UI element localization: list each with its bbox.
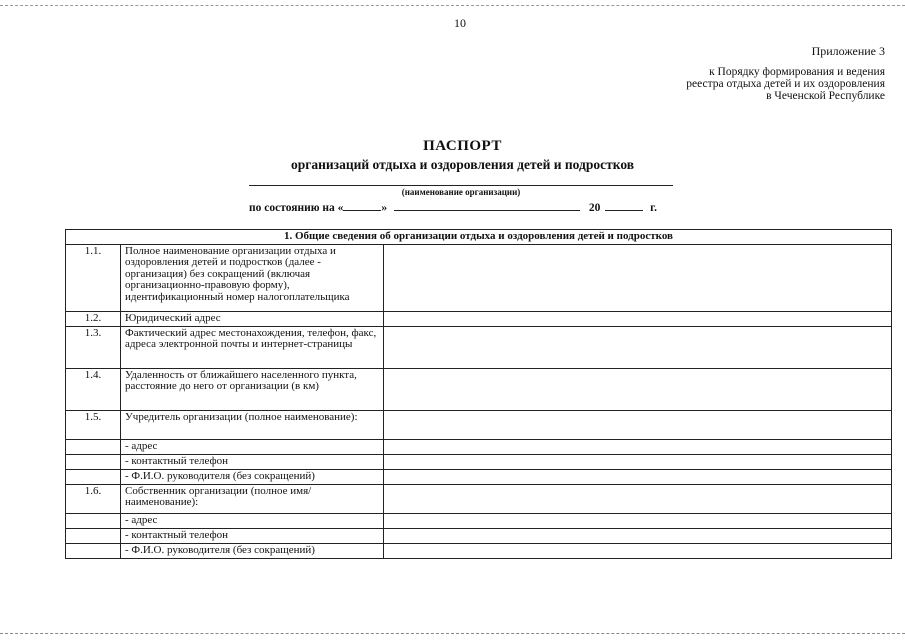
row-label: - адрес [121, 513, 384, 528]
row-label: - контактный телефон [121, 528, 384, 543]
section-header: 1. Общие сведения об организации отдыха и оздоровления детей и подростков [66, 230, 892, 245]
appendix-lines [686, 66, 885, 102]
row-label: - Ф.И.О. руководителя (без сокращений) [121, 543, 384, 558]
month-blank[interactable] [394, 200, 580, 211]
year-prefix: 20 [588, 202, 601, 214]
table-row [66, 543, 892, 558]
day-blank[interactable] [343, 200, 381, 211]
appendix-line: к Порядку формирования и ведения [709, 66, 885, 78]
table-row [66, 469, 892, 484]
year-suffix: г. [650, 202, 657, 214]
row-number [66, 528, 121, 543]
table-row [66, 454, 892, 469]
row-number: 1.6. [66, 484, 121, 513]
table-row [66, 410, 892, 439]
row-value[interactable] [384, 311, 892, 326]
row-value[interactable] [384, 454, 892, 469]
section-header-row [66, 230, 892, 245]
row-label: Фактический адрес местонахождения, телефон, факс, адреса электронной почты и интернет-страницы [121, 326, 384, 368]
table-row [66, 484, 892, 513]
row-label: Юридический адрес [121, 311, 384, 326]
date-line [249, 200, 657, 214]
row-number [66, 469, 121, 484]
row-label: Удаленность от ближайшего населенного пункта, расстояние до него от организации (в км) [121, 368, 384, 410]
row-number: 1.2. [66, 311, 121, 326]
row-value[interactable] [384, 484, 892, 513]
table-row [66, 368, 892, 410]
passport-table [65, 229, 892, 559]
row-number [66, 513, 121, 528]
organization-name-line[interactable] [249, 185, 673, 186]
appendix-line: реестра отдыха детей и их оздоровления [686, 78, 885, 90]
row-label: - Ф.И.О. руководителя (без сокращений) [121, 469, 384, 484]
row-label: Учредитель организации (полное наименование): [121, 410, 384, 439]
document-title: ПАСПОРТ [423, 138, 502, 154]
row-value[interactable] [384, 513, 892, 528]
row-label: Собственник организации (полное имя/наименование): [121, 484, 384, 513]
table-row [66, 513, 892, 528]
row-value[interactable] [384, 410, 892, 439]
bottom-scan-edge [0, 633, 905, 634]
appendix-line: в Чеченской Республике [766, 90, 885, 102]
date-quote-close: » [381, 202, 388, 214]
row-number [66, 454, 121, 469]
row-label: - адрес [121, 439, 384, 454]
year-blank[interactable] [605, 200, 643, 211]
row-number [66, 543, 121, 558]
document-subtitle: организаций отдыха и оздоровления детей и подростков [290, 157, 635, 172]
date-prefix: по состоянию на « [249, 202, 344, 214]
row-value[interactable] [384, 528, 892, 543]
row-number [66, 439, 121, 454]
row-value[interactable] [384, 469, 892, 484]
row-number: 1.5. [66, 410, 121, 439]
row-number: 1.1. [66, 244, 121, 311]
page-number: 10 [454, 16, 466, 30]
row-value[interactable] [384, 244, 892, 311]
row-label: - контактный телефон [121, 454, 384, 469]
top-scan-edge [0, 5, 905, 6]
row-value[interactable] [384, 543, 892, 558]
row-value[interactable] [384, 439, 892, 454]
table-row [66, 244, 892, 311]
row-number: 1.3. [66, 326, 121, 368]
table-row [66, 528, 892, 543]
table-row [66, 311, 892, 326]
table-row [66, 326, 892, 368]
row-label: Полное наименование организации отдыха и оздоровления детей и подростков (далее - организация) без сокращений (включая организационно-правовую форму), идентификационный номер налогоплательщика [121, 244, 384, 311]
row-value[interactable] [384, 368, 892, 410]
row-value[interactable] [384, 326, 892, 368]
appendix-title: Приложение 3 [811, 44, 885, 58]
row-number: 1.4. [66, 368, 121, 410]
organization-name-caption: (наименование организации) [401, 187, 521, 197]
table-row [66, 439, 892, 454]
